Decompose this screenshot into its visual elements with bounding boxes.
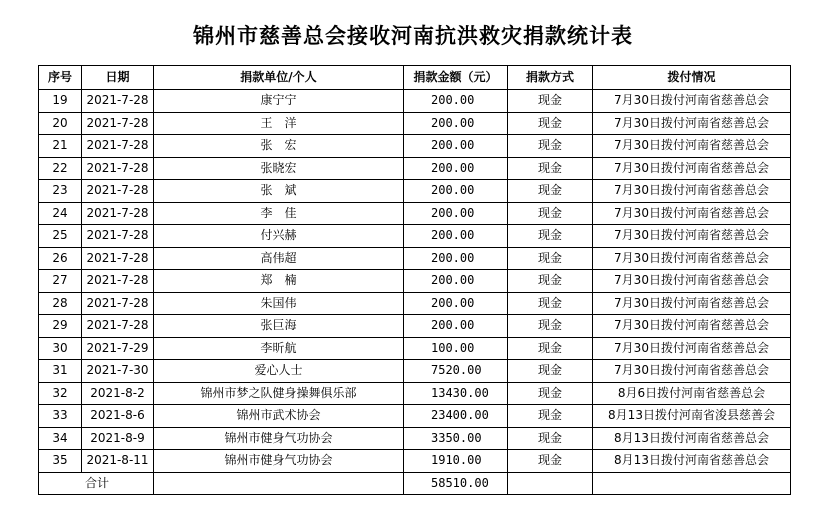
cell-date: 2021-7-30 (82, 360, 154, 383)
cell-disbursement: 7月30日拨付河南省慈善总会 (593, 157, 791, 180)
cell-donor: 付兴赫 (154, 225, 404, 248)
cell-date: 2021-7-28 (82, 270, 154, 293)
cell-method: 现金 (508, 180, 593, 203)
table-row (39, 450, 791, 473)
cell-amount: 13430.00 (404, 382, 508, 405)
cell-disbursement: 7月30日拨付河南省慈善总会 (593, 270, 791, 293)
cell-amount: 200.00 (404, 202, 508, 225)
cell-donor: 李昕航 (154, 337, 404, 360)
cell-disbursement: 8月13日拨付河南省慈善总会 (593, 450, 791, 473)
cell-amount: 200.00 (404, 292, 508, 315)
cell-date: 2021-7-28 (82, 90, 154, 113)
cell-date: 2021-8-9 (82, 427, 154, 450)
cell-method: 现金 (508, 337, 593, 360)
cell-method: 现金 (508, 427, 593, 450)
cell-amount: 200.00 (404, 180, 508, 203)
cell-amount: 200.00 (404, 225, 508, 248)
cell-index: 19 (39, 90, 82, 113)
cell-date: 2021-7-29 (82, 337, 154, 360)
cell-index: 23 (39, 180, 82, 203)
cell-date: 2021-7-28 (82, 202, 154, 225)
table-row (39, 90, 791, 113)
cell-index: 35 (39, 450, 82, 473)
cell-amount: 200.00 (404, 135, 508, 158)
cell-donor: 锦州市健身气功协会 (154, 427, 404, 450)
cell-method: 现金 (508, 292, 593, 315)
cell-index: 25 (39, 225, 82, 248)
cell-index: 34 (39, 427, 82, 450)
total-empty-method (508, 472, 593, 495)
cell-method: 现金 (508, 247, 593, 270)
total-empty-note (593, 472, 791, 495)
cell-method: 现金 (508, 382, 593, 405)
table-row (39, 270, 791, 293)
table-row (39, 382, 791, 405)
cell-index: 22 (39, 157, 82, 180)
cell-amount: 200.00 (404, 270, 508, 293)
cell-disbursement: 7月30日拨付河南省慈善总会 (593, 247, 791, 270)
total-label: 合计 (39, 472, 154, 495)
cell-date: 2021-7-28 (82, 292, 154, 315)
cell-donor: 李 佳 (154, 202, 404, 225)
cell-index: 33 (39, 405, 82, 428)
cell-date: 2021-7-28 (82, 225, 154, 248)
cell-date: 2021-7-28 (82, 135, 154, 158)
cell-method: 现金 (508, 112, 593, 135)
total-row (39, 472, 791, 495)
cell-date: 2021-7-28 (82, 112, 154, 135)
cell-index: 26 (39, 247, 82, 270)
cell-method: 现金 (508, 360, 593, 383)
cell-donor: 张巨海 (154, 315, 404, 338)
cell-disbursement: 7月30日拨付河南省慈善总会 (593, 180, 791, 203)
cell-disbursement: 8月13日拨付河南省浚县慈善会 (593, 405, 791, 428)
cell-disbursement: 7月30日拨付河南省慈善总会 (593, 202, 791, 225)
cell-date: 2021-8-2 (82, 382, 154, 405)
cell-amount: 200.00 (404, 315, 508, 338)
cell-date: 2021-8-6 (82, 405, 154, 428)
cell-method: 现金 (508, 225, 593, 248)
cell-donor: 朱国伟 (154, 292, 404, 315)
table-row (39, 247, 791, 270)
cell-donor: 高伟超 (154, 247, 404, 270)
header-date: 日期 (82, 66, 154, 90)
cell-donor: 锦州市武术协会 (154, 405, 404, 428)
cell-amount: 1910.00 (404, 450, 508, 473)
cell-index: 31 (39, 360, 82, 383)
total-amount: 58510.00 (404, 472, 508, 495)
donation-table (38, 65, 791, 495)
cell-date: 2021-8-11 (82, 450, 154, 473)
cell-disbursement: 7月30日拨付河南省慈善总会 (593, 315, 791, 338)
cell-disbursement: 7月30日拨付河南省慈善总会 (593, 112, 791, 135)
cell-donor: 张 宏 (154, 135, 404, 158)
table-row (39, 315, 791, 338)
cell-date: 2021-7-28 (82, 247, 154, 270)
cell-donor: 康宁宁 (154, 90, 404, 113)
cell-method: 现金 (508, 315, 593, 338)
cell-donor: 张 斌 (154, 180, 404, 203)
cell-amount: 200.00 (404, 247, 508, 270)
header-row (39, 66, 791, 90)
cell-amount: 7520.00 (404, 360, 508, 383)
cell-index: 27 (39, 270, 82, 293)
cell-donor: 王 洋 (154, 112, 404, 135)
header-donor: 捐款单位/个人 (154, 66, 404, 90)
table-row (39, 360, 791, 383)
cell-amount: 200.00 (404, 157, 508, 180)
cell-disbursement: 8月6日拨付河南省慈善总会 (593, 382, 791, 405)
table-row (39, 337, 791, 360)
cell-disbursement: 7月30日拨付河南省慈善总会 (593, 90, 791, 113)
table-row (39, 225, 791, 248)
page-title: 锦州市慈善总会接收河南抗洪救灾捐款统计表 (193, 23, 633, 48)
cell-date: 2021-7-28 (82, 157, 154, 180)
cell-disbursement: 7月30日拨付河南省慈善总会 (593, 225, 791, 248)
cell-donor: 张晓宏 (154, 157, 404, 180)
cell-disbursement: 7月30日拨付河南省慈善总会 (593, 135, 791, 158)
cell-donor: 锦州市健身气功协会 (154, 450, 404, 473)
cell-index: 20 (39, 112, 82, 135)
cell-disbursement: 8月13日拨付河南省慈善总会 (593, 427, 791, 450)
cell-disbursement: 7月30日拨付河南省慈善总会 (593, 360, 791, 383)
cell-method: 现金 (508, 157, 593, 180)
cell-method: 现金 (508, 90, 593, 113)
cell-amount: 200.00 (404, 90, 508, 113)
table-row (39, 157, 791, 180)
cell-amount: 23400.00 (404, 405, 508, 428)
cell-amount: 200.00 (404, 112, 508, 135)
table-row (39, 135, 791, 158)
cell-index: 21 (39, 135, 82, 158)
cell-date: 2021-7-28 (82, 315, 154, 338)
cell-method: 现金 (508, 450, 593, 473)
cell-donor: 爱心人士 (154, 360, 404, 383)
cell-amount: 100.00 (404, 337, 508, 360)
cell-index: 30 (39, 337, 82, 360)
total-empty-donor (154, 472, 404, 495)
table-row (39, 202, 791, 225)
cell-date: 2021-7-28 (82, 180, 154, 203)
cell-index: 32 (39, 382, 82, 405)
cell-index: 24 (39, 202, 82, 225)
header-index: 序号 (39, 66, 82, 90)
table-row (39, 292, 791, 315)
cell-disbursement: 7月30日拨付河南省慈善总会 (593, 292, 791, 315)
header-disbursement: 拨付情况 (593, 66, 791, 90)
cell-method: 现金 (508, 135, 593, 158)
cell-disbursement: 7月30日拨付河南省慈善总会 (593, 337, 791, 360)
header-method: 捐款方式 (508, 66, 593, 90)
cell-amount: 3350.00 (404, 427, 508, 450)
table-row (39, 180, 791, 203)
table-row (39, 427, 791, 450)
cell-method: 现金 (508, 405, 593, 428)
cell-index: 29 (39, 315, 82, 338)
header-amount: 捐款金额（元） (404, 66, 508, 90)
table-row (39, 405, 791, 428)
cell-method: 现金 (508, 202, 593, 225)
cell-index: 28 (39, 292, 82, 315)
table-row (39, 112, 791, 135)
cell-method: 现金 (508, 270, 593, 293)
cell-donor: 锦州市梦之队健身操舞俱乐部 (154, 382, 404, 405)
cell-donor: 郑 楠 (154, 270, 404, 293)
